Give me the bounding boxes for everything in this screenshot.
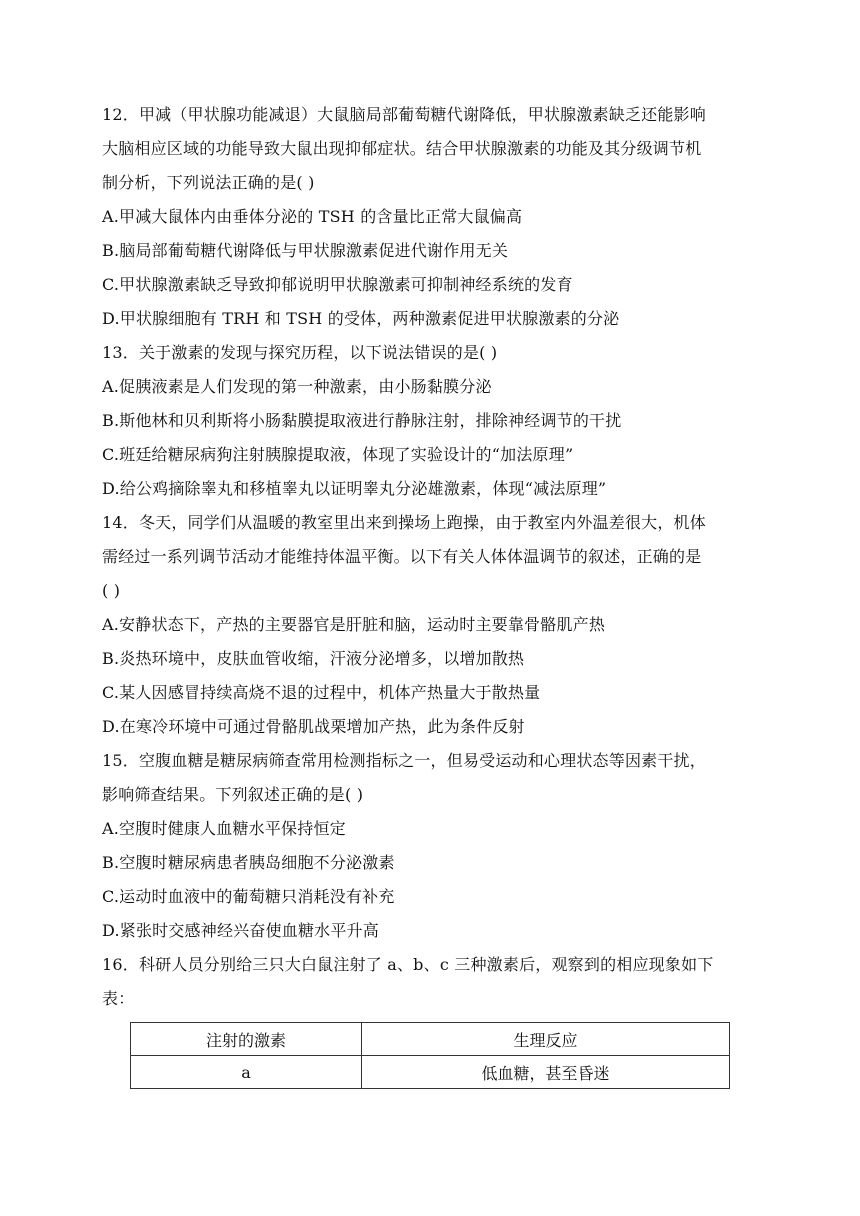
hormone-table (130, 1022, 730, 1089)
option-b: B.脑局部葡萄糖代谢降低与甲状腺激素促进代谢作用无关 (102, 241, 509, 260)
table-header-cell: 注射的激素 (131, 1023, 362, 1056)
hormone-table-wrapper (130, 1022, 730, 1089)
question-12 (102, 98, 750, 336)
question-stem-line: 影响筛查结果。下列叙述正确的是( ) (102, 785, 364, 804)
option-d: D.甲状腺细胞有 TRH 和 TSH 的受体，两种激素促进甲状腺激素的分泌 (102, 309, 620, 328)
table-header-row (131, 1023, 730, 1056)
option-c: C.某人因感冒持续高烧不退的过程中，机体产热量大于散热量 (102, 683, 541, 702)
option-b: B.炎热环境中，皮肤血管收缩，汗液分泌增多，以增加散热 (102, 649, 525, 668)
question-stem-line: 14．冬天，同学们从温暖的教室里出来到操场上跑操，由于教室内外温差很大，机体 (102, 513, 706, 532)
option-d: D.紧张时交感神经兴奋使血糖水平升高 (102, 921, 379, 940)
option-d: D.给公鸡摘除睾丸和移植睾丸以证明睾丸分泌雄激素，体现“减法原理” (102, 479, 607, 498)
exam-page (102, 98, 750, 1089)
question-stem-line: 大脑相应区域的功能导致大鼠出现抑郁症状。结合甲状腺激素的功能及其分级调节机 (102, 139, 702, 158)
option-b: B.斯他林和贝利斯将小肠黏膜提取液进行静脉注射，排除神经调节的干扰 (102, 411, 622, 430)
question-stem-line: 12．甲减（甲状腺功能减退）大鼠脑局部葡萄糖代谢降低，甲状腺激素缺乏还能影响 (102, 105, 706, 124)
question-stem-line: 需经过一系列调节活动才能维持体温平衡。以下有关人体体温调节的叙述，正确的是 (102, 547, 702, 566)
option-a: A.甲减大鼠体内由垂体分泌的 TSH 的含量比正常大鼠偏高 (102, 207, 523, 226)
option-c: C.运动时血液中的葡萄糖只消耗没有补充 (102, 887, 395, 906)
question-stem-line: 15．空腹血糖是糖尿病筛查常用检测指标之一，但易受运动和心理状态等因素干扰， (102, 751, 706, 770)
question-stem-line: ( ) (102, 581, 121, 600)
option-c: C.班廷给糖尿病狗注射胰腺提取液，体现了实验设计的“加法原理” (102, 445, 574, 464)
option-c: C.甲状腺激素缺乏导致抑郁说明甲状腺激素可抑制神经系统的发育 (102, 275, 573, 294)
question-16 (102, 948, 750, 1016)
question-stem-line: 制分析，下列说法正确的是( ) (102, 173, 315, 192)
option-a: A.安静状态下，产热的主要器官是肝脏和脑，运动时主要靠骨骼肌产热 (102, 615, 606, 634)
question-stem-line: 16．科研人员分别给三只大白鼠注射了 a、b、c 三种激素后，观察到的相应现象如下 (102, 955, 714, 974)
option-b: B.空腹时糖尿病患者胰岛细胞不分泌激素 (102, 853, 395, 872)
option-d: D.在寒冷环境中可通过骨骼肌战栗增加产热，此为条件反射 (102, 717, 525, 736)
table-header-cell: 生理反应 (362, 1023, 730, 1056)
option-a: A.促胰液素是人们发现的第一种激素，由小肠黏膜分泌 (102, 377, 492, 396)
option-a: A.空腹时健康人血糖水平保持恒定 (102, 819, 346, 838)
table-cell: 低血糖，甚至昏迷 (362, 1056, 730, 1089)
question-stem-line: 表： (102, 989, 135, 1008)
table-row (131, 1056, 730, 1089)
question-stem-line: 13．关于激素的发现与探究历程，以下说法错误的是( ) (102, 343, 498, 362)
question-14 (102, 506, 750, 744)
question-15 (102, 744, 750, 948)
table-cell: a (131, 1056, 362, 1089)
question-13 (102, 336, 750, 506)
